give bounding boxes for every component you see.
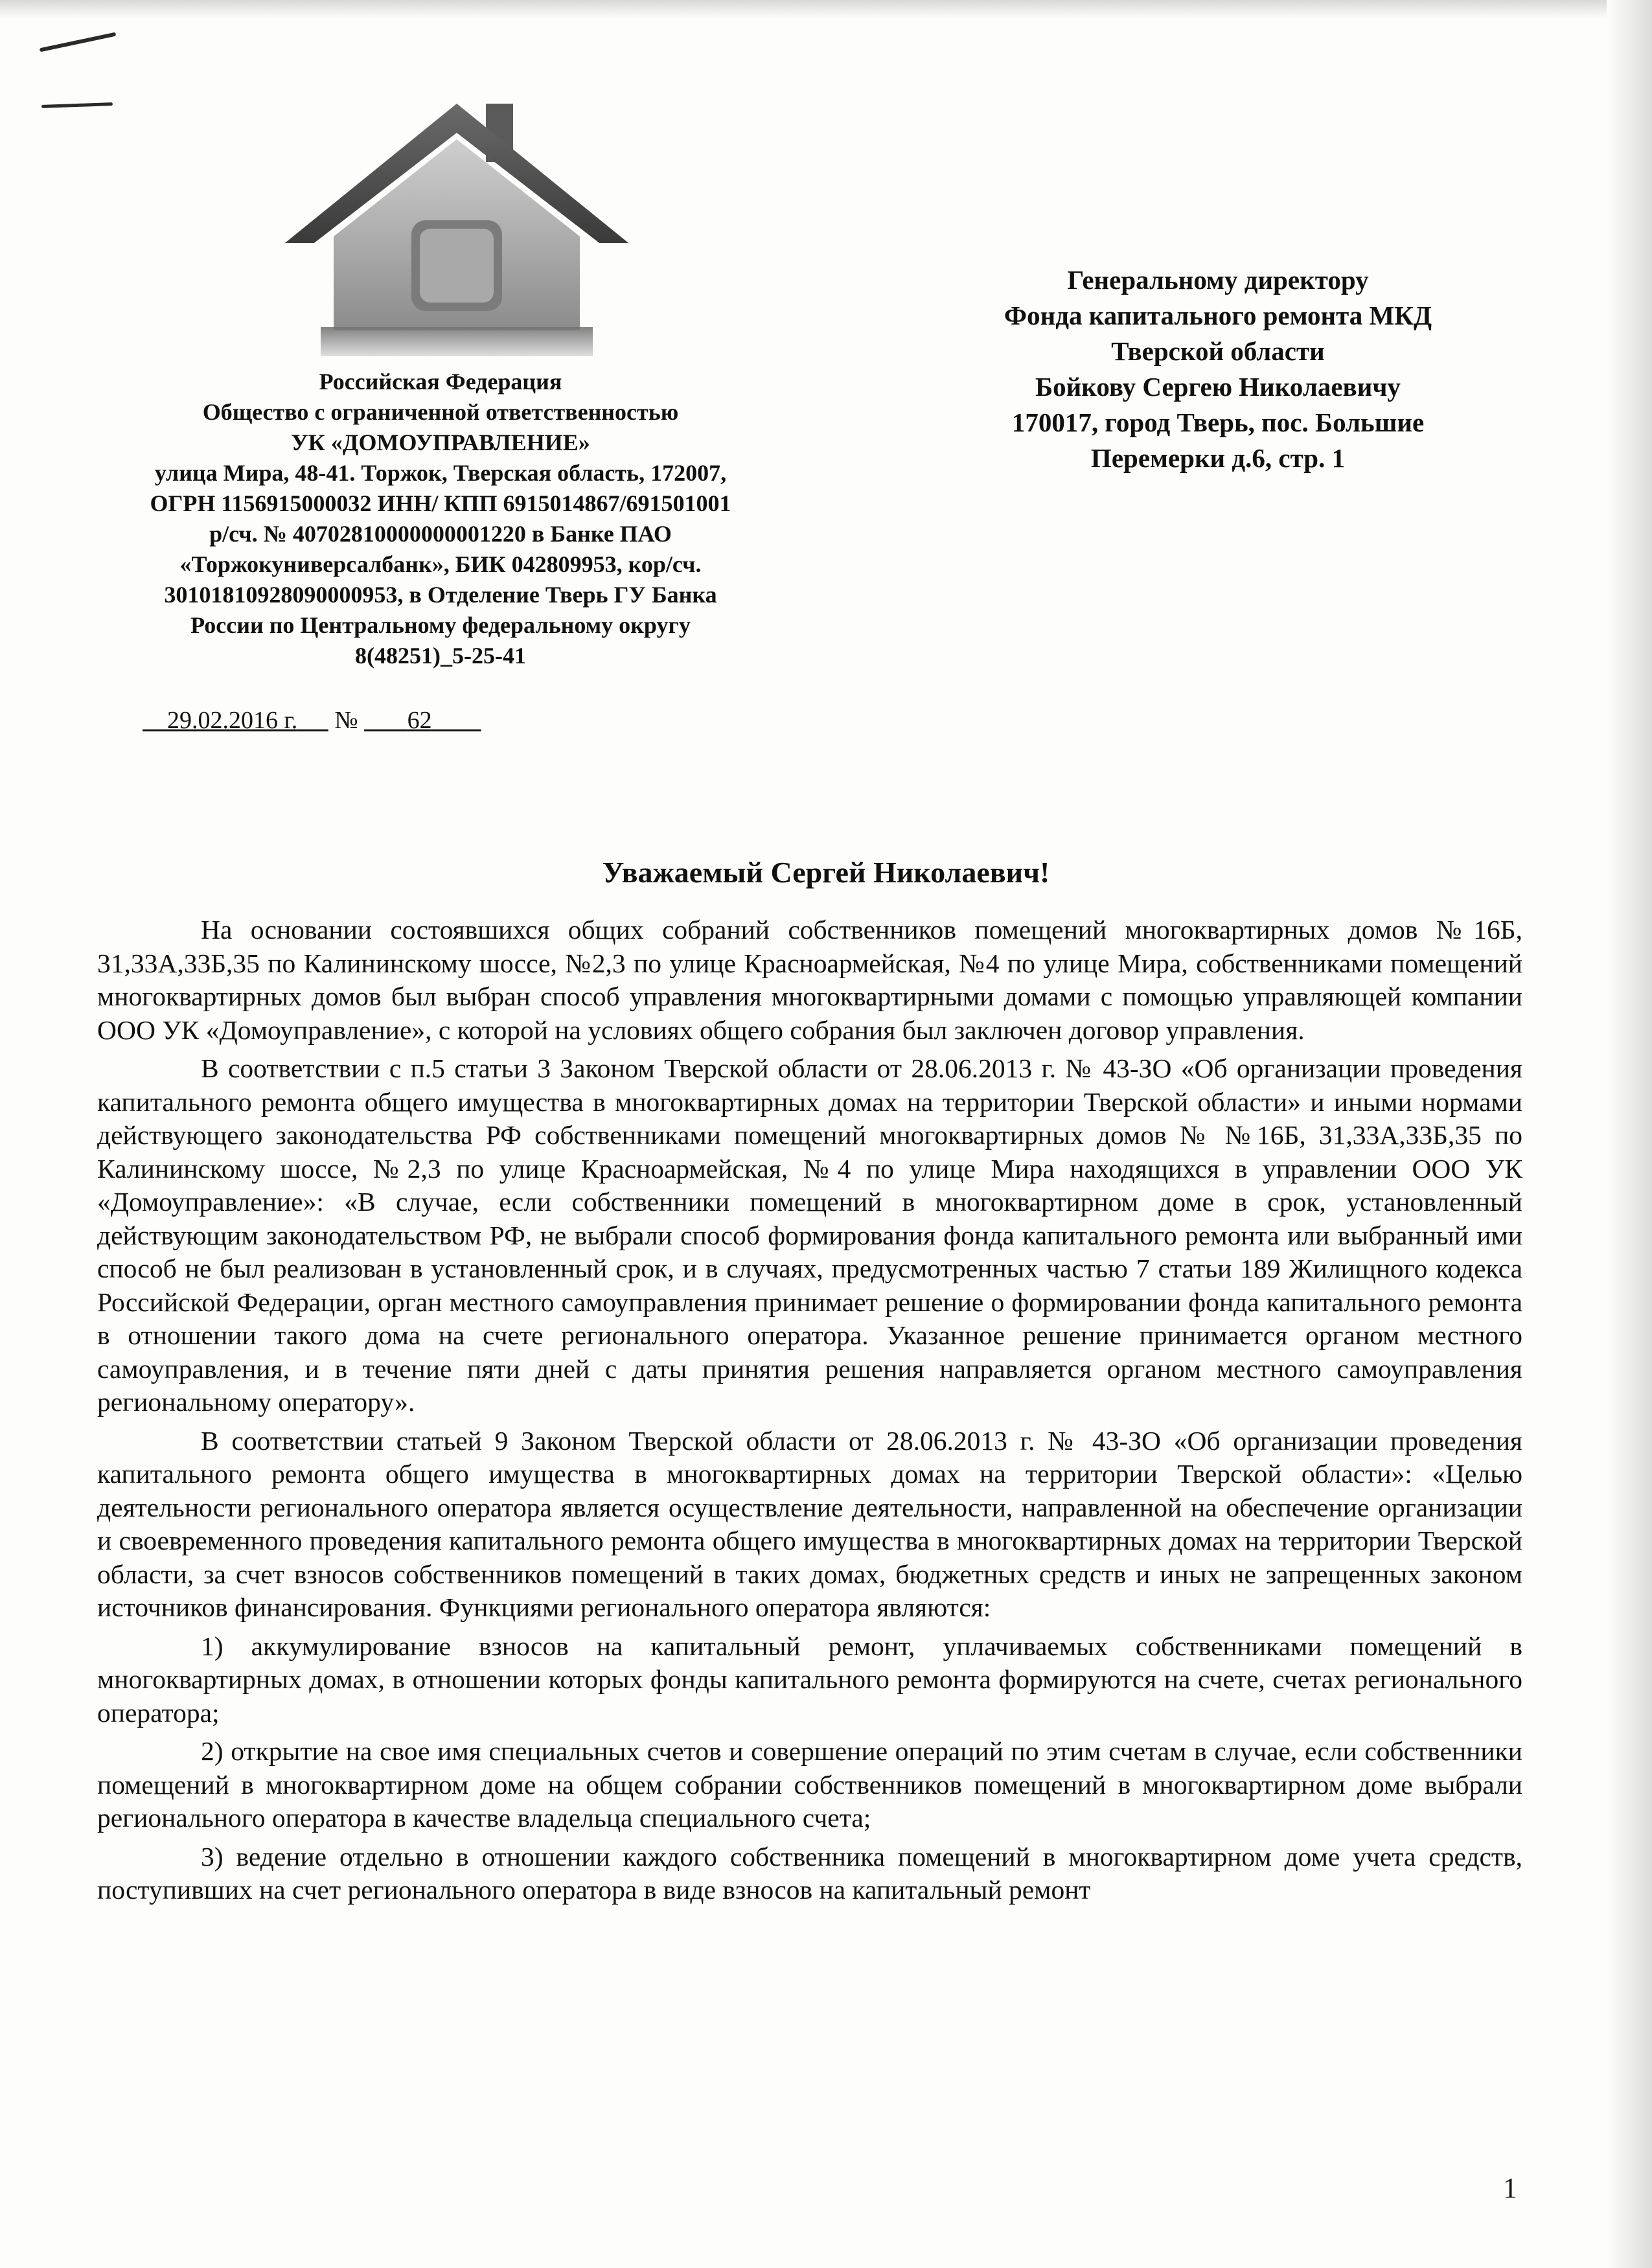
sender-org-type: Общество с ограниченной ответственностью xyxy=(202,399,679,425)
body-paragraph: 2) открытие на свое имя специальных счетов и совершение операций по этим счетам в случае, если собственники помещений в многоквартирном доме на общем собрании собственников помещений в многоквартирном доме выбрали регионального оператора в качестве владельца специального счета; xyxy=(97,1736,1522,1833)
sender-address: улица Мира, 48-41. Торжок, Тверская область, 172007, xyxy=(154,460,727,486)
house-logo-icon xyxy=(272,97,641,363)
scan-shadow-right xyxy=(1607,0,1652,2268)
body-paragraph: 3) ведение отдельно в отношении каждого собственника помещений в многоквартирном доме учета средств, поступивших на счет регионального оператора в виде взносов на капитальный ремонт xyxy=(97,1841,1522,1905)
scan-shadow-top xyxy=(0,0,1652,18)
sender-country: Российская Федерация xyxy=(319,369,562,395)
recipient-line: Бойкову Сергею Николаевичу xyxy=(1035,372,1401,402)
letter-number-label: № xyxy=(334,707,358,734)
body-paragraph: В соответствии с п.5 статьи 3 Законом Тверской области от 28.06.2013 г. № 43-ЗО «Об организации проведения капитального ремонта общего имущества в многоквартирных домах на территории Тверской области» и иными нормами действующего законодательства РФ собственниками помещений многоквартирных домов № №16Б, 31,33А,33Б,35 по Калининскому шоссе, №2,3 по улице Красноармейская, №4 по улице Мира находящихся в управлении ООО УК «Домоуправление»: «В случае, если собственники помещений в многоквартирном доме в срок, установленный действующим законодательством РФ, не выбрали способ формирования фонда капитального ремонта или выбранный ими способ не был реализован в установленный срок, и в случаях, предусмотренных частью 7 статьи 189 Жилищного кодекса Российской Федерации, орган местного самоуправления принимает решение о формировании фонда капитального ремонта в отношении такого дома на счете регионального оператора. Указанное решение принимается органом местного самоуправления, и в течение пяти дней с даты принятия решения направляется органом местного самоуправления региональному оператору». xyxy=(97,1053,1522,1417)
recipient-line: Тверской области xyxy=(1111,336,1325,366)
letter-date: 29.02.2016 г. xyxy=(167,707,298,734)
recipient-line: 170017, город Тверь, пос. Большие xyxy=(1011,407,1425,437)
recipient-line: Фонда капитального ремонта МКД xyxy=(1004,301,1432,330)
recipient-line: Генеральному директору xyxy=(1067,265,1369,295)
pen-mark xyxy=(41,102,113,108)
sender-org-name: УК «ДОМОУПРАВЛЕНИЕ» xyxy=(291,430,590,455)
sender-region: России по Центральному федеральному округу xyxy=(190,612,691,638)
recipient-block xyxy=(894,262,1542,476)
letter-body xyxy=(97,913,1522,1912)
recipient-line: Перемерки д.6, стр. 1 xyxy=(1090,443,1346,473)
body-paragraph: 1) аккумулирование взносов на капитальный ремонт, уплачиваемых собственниками помещений в многоквартирных домах, в отношении которых фонды капитального ремонта формируются на счете, счетах регионального оператора; xyxy=(97,1631,1522,1728)
sender-corr-account: 30101810928090000953, в Отделение Тверь ГУ Банка xyxy=(164,582,717,608)
body-paragraph: В соответствии статьей 9 Законом Тверской области от 28.06.2013 г. № 43-ЗО «Об организации проведения капитального ремонта общего имущества в многоквартирных домах на территории Тверской области»: «Целью деятельности регионального оператора является осуществление деятельности, направленной на обеспечение организации и своевременного проведения капитального ремонта общего имущества в многоквартирных домах на территории Тверской области, за счет взносов собственников помещений в таких домах, бюджетных средств и иных не запрещенных законом источников финансирования. Функциями регионального оператора являются: xyxy=(97,1425,1522,1622)
date-number-line xyxy=(143,706,481,735)
page-number: 1 xyxy=(1503,2172,1517,2204)
sender-account: р/сч. № 40702810000000001220 в Банке ПАО xyxy=(209,521,672,547)
sender-bank: «Торжокуниверсалбанк», БИК 042809953, кор/сч. xyxy=(179,551,702,577)
sender-phone: 8(48251)_5-25-41 xyxy=(355,643,526,669)
sender-block xyxy=(71,367,810,671)
pen-mark xyxy=(40,32,117,52)
salutation: Уважаемый Сергей Николаевич! xyxy=(602,856,1050,889)
letter-number: 62 xyxy=(407,707,432,734)
body-paragraph: На основании состоявшихся общих собраний собственников помещений многоквартирных домов №16Б, 31,33А,33Б,35 по Калининскому шоссе, №2,3 по улице Красноармейская, №4 по улице Мира, собственниками помещений многоквартирных домов был выбран способ управления многоквартирными домами с помощью управляющей компании ООО УК «Домоуправление», с которой на условиях общего собрания был заключен договор управления. xyxy=(97,915,1522,1045)
sender-ids: ОГРН 1156915000032 ИНН/ КПП 6915014867/691501001 xyxy=(150,490,731,516)
